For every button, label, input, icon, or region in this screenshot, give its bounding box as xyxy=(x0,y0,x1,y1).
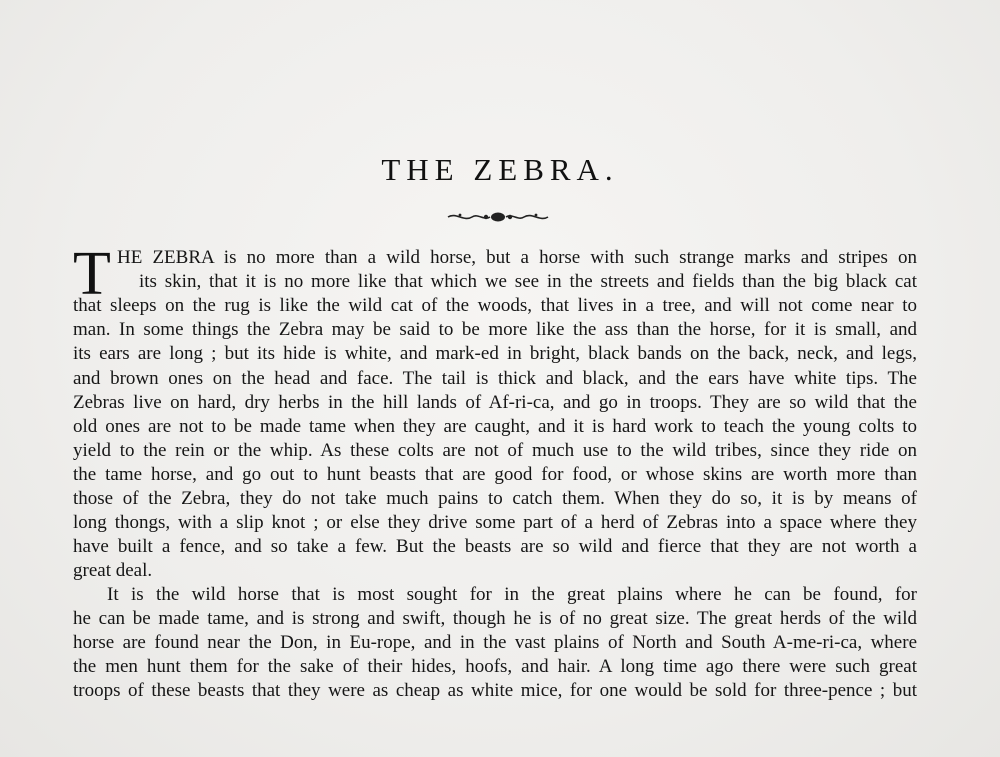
text-line: that sleeps on the rug is like the wild cat of the woods, that lives in a tree, and will not come near to xyxy=(73,295,917,317)
text-line: troops of these beasts that they were as cheap as white mice, for one would be sold for three-pence ; but xyxy=(73,680,917,702)
text-line: its ears are long ; but its hide is white, and mark-ed in bright, black bands on the back, neck, and legs, xyxy=(73,343,917,365)
text-line: great deal. xyxy=(73,560,153,582)
text-line: horse are found near the Don, in Eu-rope, and in the vast plains of North and South A-me-ri-ca, where xyxy=(73,632,917,654)
drop-cap: T xyxy=(73,240,111,308)
text-line: It is the wild horse that is most sought for in the great plains where he can be found, for xyxy=(107,584,917,605)
text-line: HE ZEBRA is no more than a wild horse, but a horse with such strange marks and stripes on xyxy=(117,247,917,268)
text-line: man. In some things the Zebra may be said to be more like the ass than the horse, for it is small, and xyxy=(73,319,917,341)
text-line: the men hunt them for the sake of their hides, hoofs, and hair. A long time ago there were such great xyxy=(73,656,917,678)
text-line: its skin, that it is no more like that which we see in the streets and fields than the big black cat xyxy=(139,271,917,293)
ornament-divider-icon xyxy=(446,210,550,224)
text-line: have built a fence, and so take a few. But the beasts are so wild and fierce that they are not worth a xyxy=(73,536,917,558)
text-line: long thongs, with a slip knot ; or else they drive some part of a herd of Zebras into a space where they xyxy=(73,512,917,534)
text-line: old ones are not to be made tame when they are caught, and it is hard work to teach the young colts to xyxy=(73,415,917,437)
text-line: and brown ones on the head and face. The tail is thick and black, and the ears have white tips. The xyxy=(73,367,917,389)
text-line: those of the Zebra, they do not take much pains to catch them. When they do so, it is by means of xyxy=(73,488,917,509)
page-title: THE ZEBRA. xyxy=(381,152,619,187)
text-line: the tame horse, and go out to hunt beasts that are good for food, or whose skins are worth more than xyxy=(73,463,917,485)
text-line: he can be made tame, and is strong and swift, though he is of no great size. The great herds of the wild xyxy=(73,608,917,630)
text-line: Zebras live on hard, dry herbs in the hill lands of Af-ri-ca, and go in troops. They are so wild that the xyxy=(73,391,917,413)
text-line: yield to the rein or the whip. As these colts are not of much use to the wild tribes, since they ride on xyxy=(73,439,917,461)
